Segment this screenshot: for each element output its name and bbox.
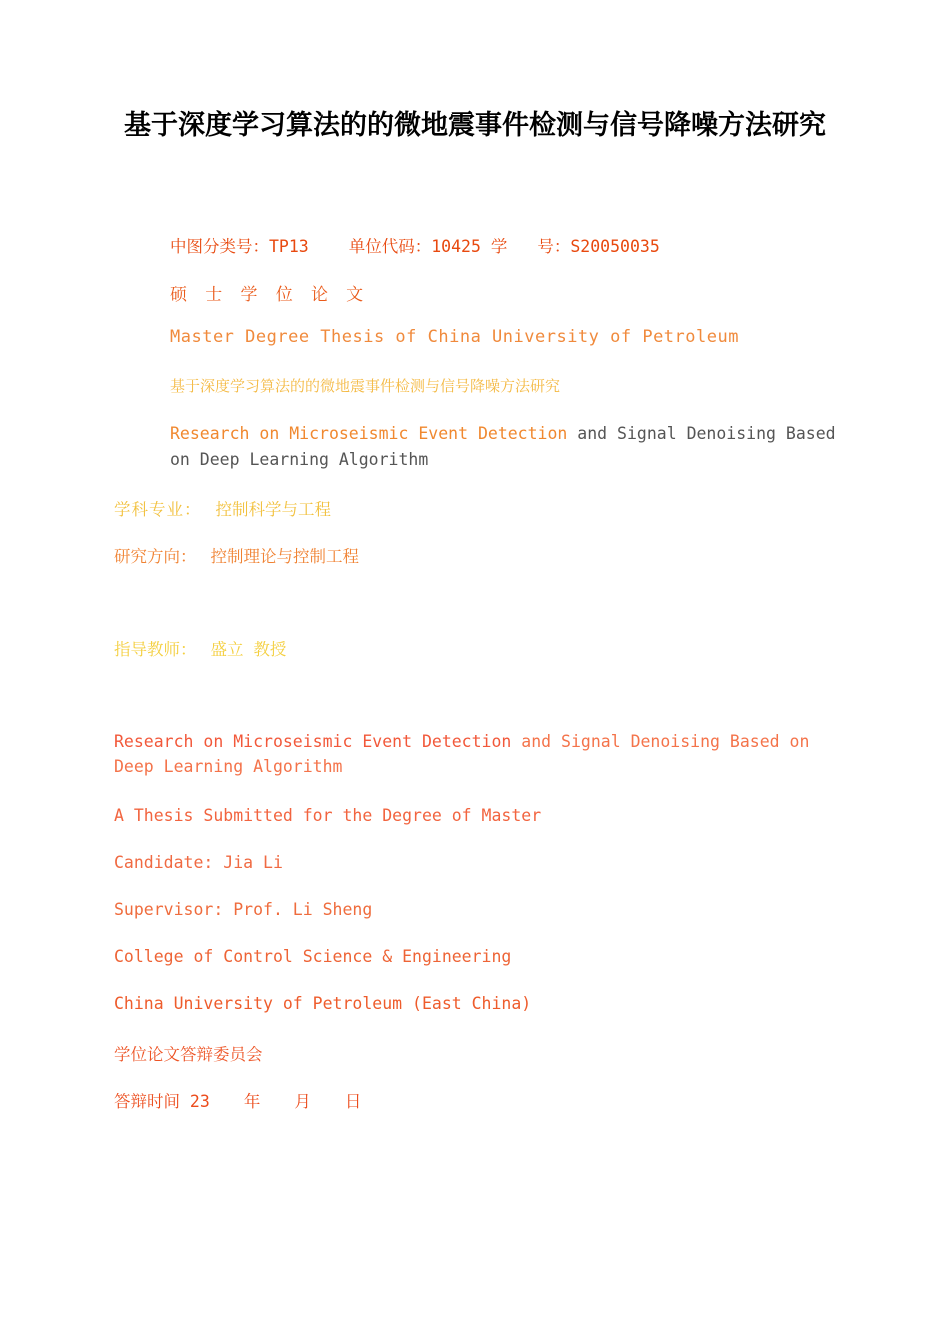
candidate-line: Candidate: Jia Li bbox=[114, 853, 283, 872]
research-direction-row bbox=[114, 543, 359, 567]
defense-committee-line: 学位论文答辩委员会 bbox=[114, 1045, 263, 1064]
thesis-title-en bbox=[170, 421, 844, 472]
thesis-title-cn: 基于深度学习算法的的微地震事件检测与信号降噪方法研究 bbox=[170, 377, 561, 395]
defense-date-row bbox=[114, 1088, 361, 1112]
research-direction-label: 研究方向： bbox=[114, 547, 197, 566]
defense-date-month-unit: 月 bbox=[294, 1092, 311, 1111]
thesis-title-en-rest: and Signal Denoising Based on Deep Learning Algorithm bbox=[170, 424, 836, 469]
defense-date-year-unit: 年 bbox=[243, 1092, 261, 1111]
thesis-title-en-highlight: Research on Microseismic Event Detection bbox=[170, 424, 568, 443]
supervisor-line: Supervisor: Prof. Li Sheng bbox=[114, 900, 373, 919]
thesis-type-en: Master Degree Thesis of China University of Petroleum bbox=[170, 327, 739, 347]
college-line: College of Control Science & Engineering bbox=[114, 947, 512, 966]
thesis-type-cn: 硕 士 学 位 论 文 bbox=[170, 285, 368, 305]
advisor-row bbox=[114, 636, 286, 660]
research-direction-value: 控制理论与控制工程 bbox=[210, 547, 359, 566]
major-value: 控制科学与工程 bbox=[215, 500, 331, 519]
student-number: 号：S20050035 bbox=[537, 237, 660, 256]
defense-date-day-unit: 日 bbox=[344, 1092, 362, 1111]
classification-number: 中图分类号：TP13 bbox=[170, 237, 309, 256]
university-line: China University of Petroleum (East China) bbox=[114, 994, 532, 1013]
english-title-rest: and Signal Denoising Based on Deep Learning Algorithm bbox=[114, 732, 810, 777]
advisor-label: 指导教师： bbox=[114, 640, 197, 659]
major-label: 学科专业： bbox=[114, 500, 202, 519]
advisor-value: 盛立 教授 bbox=[210, 640, 287, 659]
major-row bbox=[114, 496, 331, 520]
defense-date-prefix: 答辩时间 23 bbox=[114, 1092, 210, 1111]
unit-code: 单位代码：10425 学 bbox=[348, 237, 508, 256]
page-title: 基于深度学习算法的的微地震事件检测与信号降噪方法研究 bbox=[124, 110, 826, 141]
english-title-highlight: Research on Microseismic Event Detection bbox=[114, 732, 512, 751]
classification-row bbox=[170, 233, 660, 257]
degree-statement: A Thesis Submitted for the Degree of Master bbox=[114, 806, 542, 825]
english-title-block bbox=[114, 729, 826, 779]
